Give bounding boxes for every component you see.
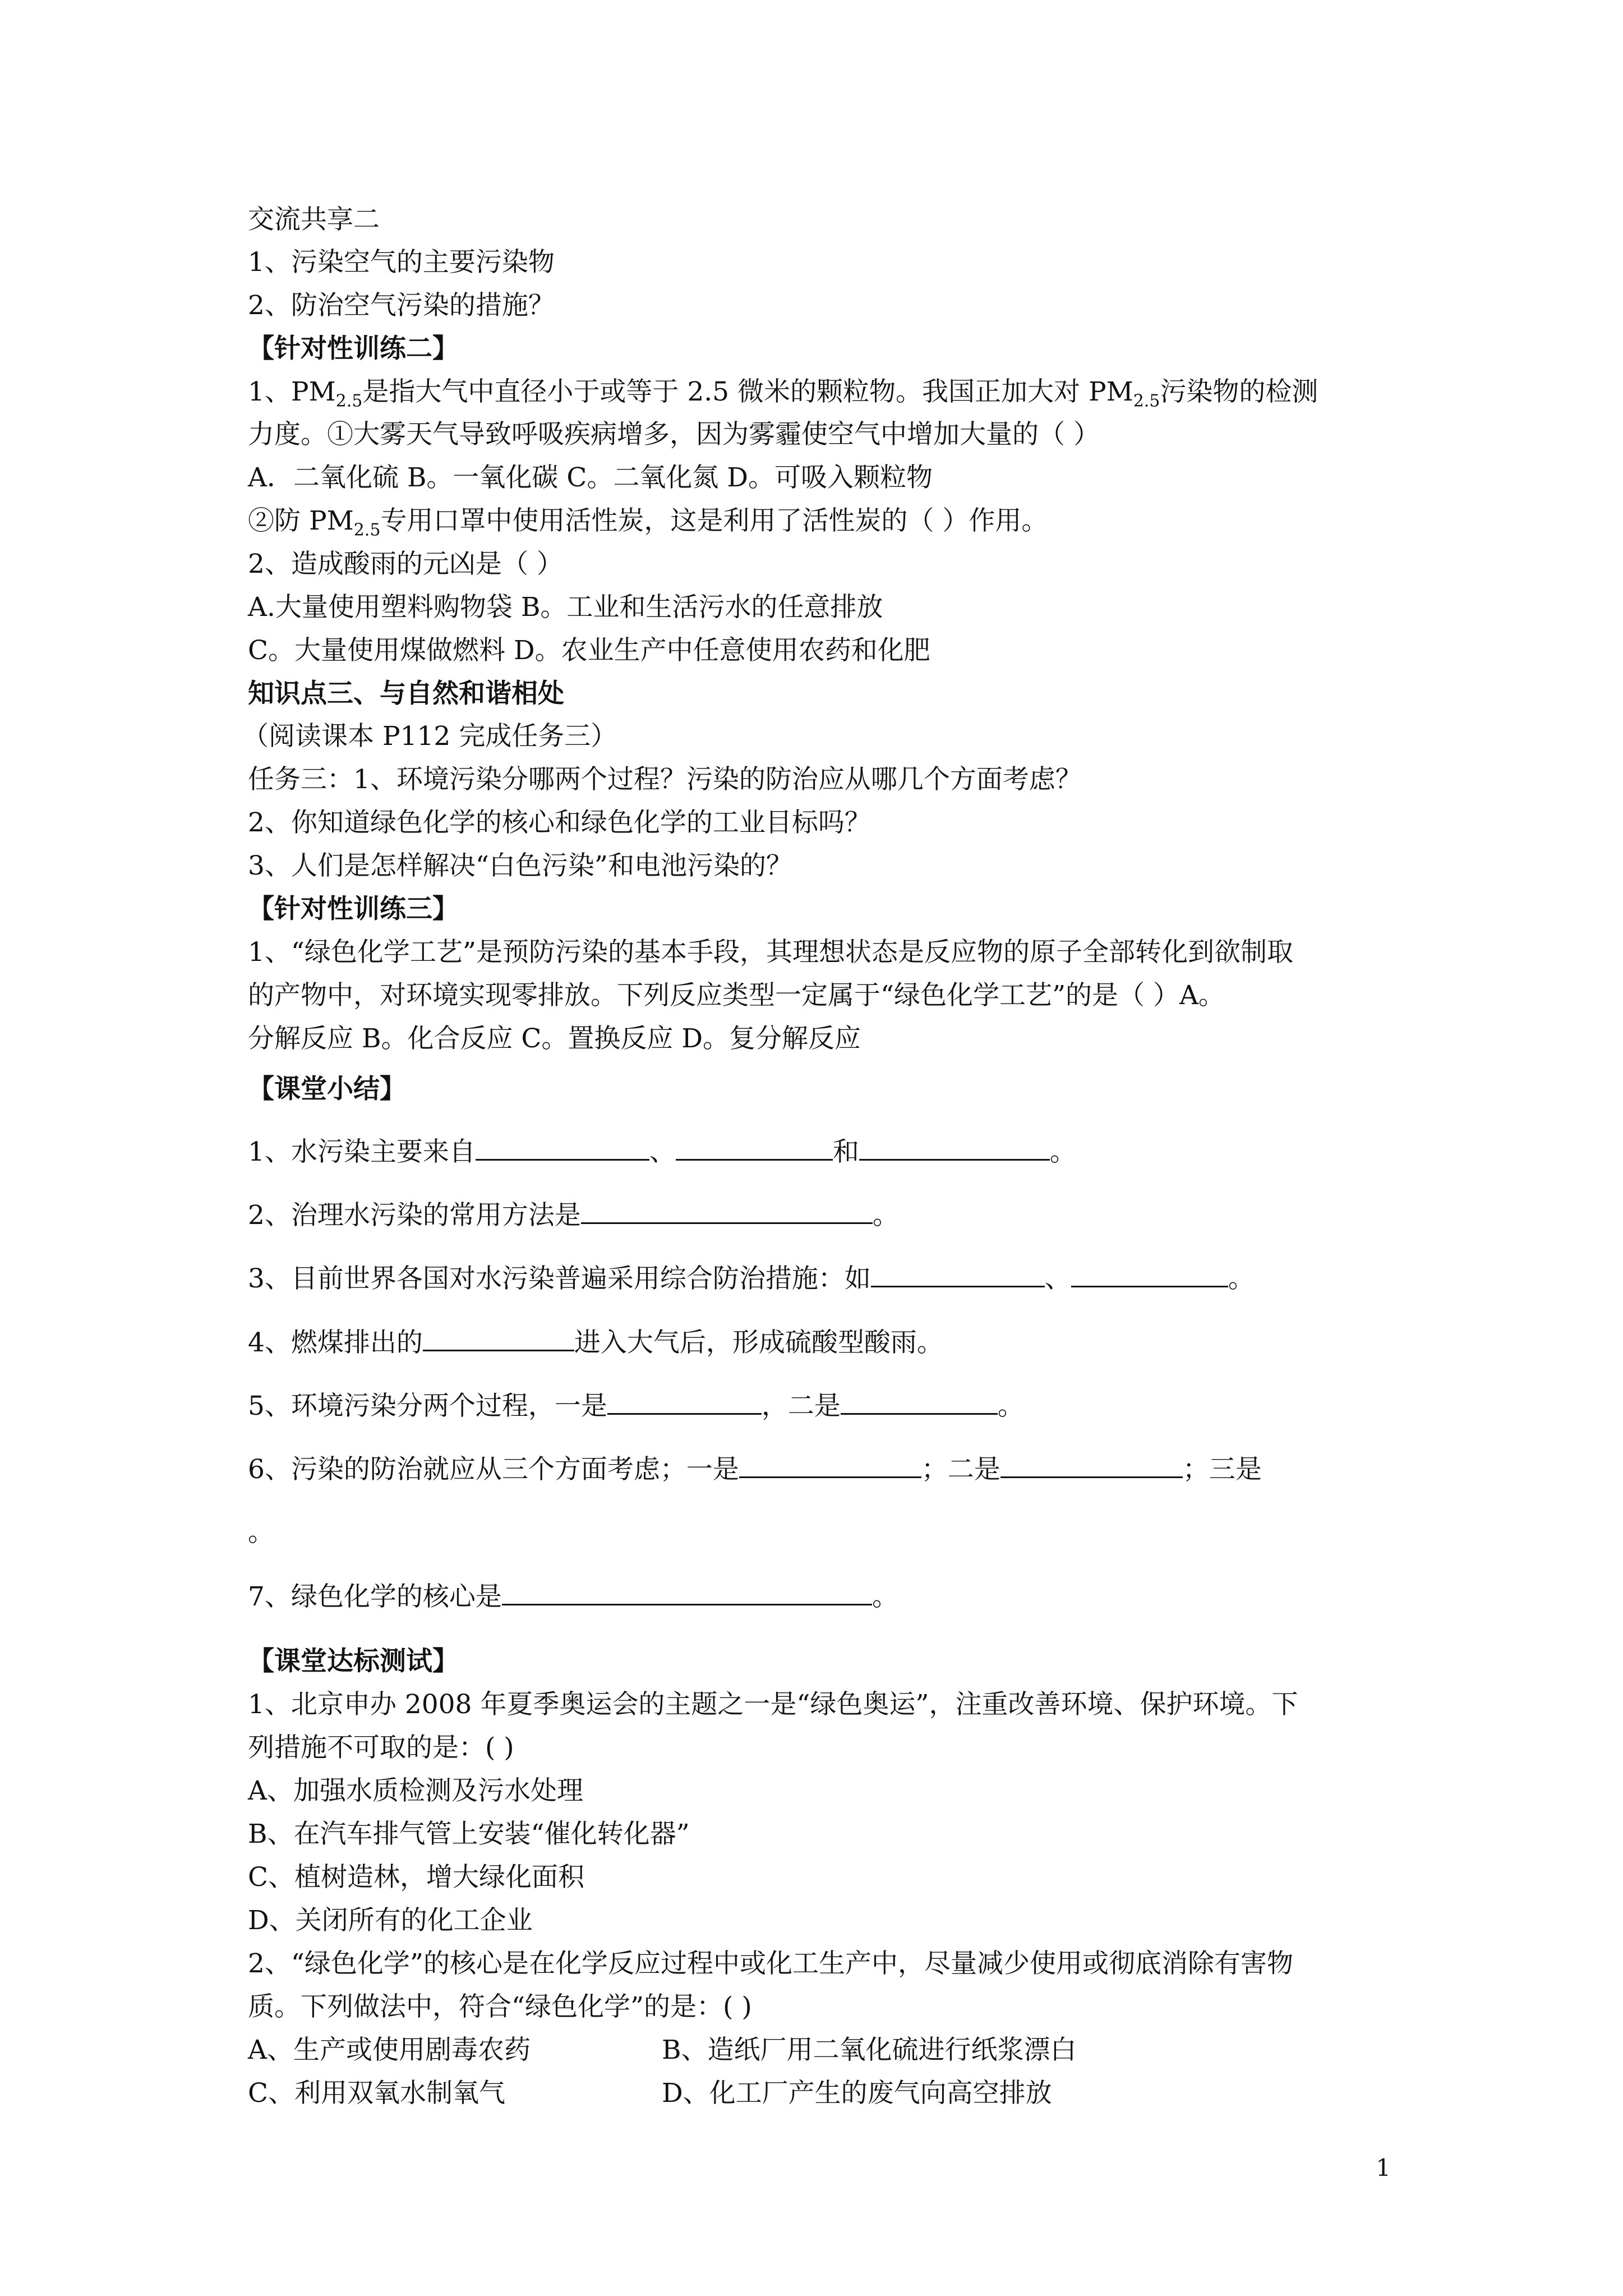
section-heading: 知识点三、与自然和谐相处	[248, 678, 564, 709]
question-line: 2、防治空气污染的措施？	[248, 290, 555, 321]
fill-blank[interactable]	[676, 1134, 833, 1161]
option-line: A、生产或使用剧毒农药	[248, 2035, 531, 2065]
fill-blank[interactable]	[841, 1388, 998, 1415]
question-line: 1、北京申办 2008 年夏季奥运会的主题之一是“绿色奥运”，注重改善环境、保护环境。下	[248, 1689, 1298, 1720]
question-line: 2、“绿色化学”的核心是在化学反应过程中或化工生产中，尽量减少使用或彻底消除有害物	[248, 1948, 1293, 1979]
summary-line: 5、环境污染分两个过程，一是 ，二是 。	[248, 1388, 1024, 1423]
page-number: 1	[1376, 2154, 1391, 2182]
summary-line: 4、燃煤排出的 进入大气后，形成硫酸型酸雨。	[248, 1325, 943, 1360]
fill-blank[interactable]	[476, 1134, 649, 1161]
fill-blank[interactable]	[739, 1452, 921, 1478]
task-line: 任务三：1、环境污染分哪两个过程？污染的防治应从哪几个方面考虑？	[248, 764, 1082, 795]
fill-blank[interactable]	[859, 1134, 1050, 1161]
option-line: A、加强水质检测及污水处理	[248, 1775, 583, 1806]
question-line: 质。下列做法中，符合“绿色化学”的是：( )	[248, 1991, 752, 2022]
section-title: 交流共享二	[248, 204, 380, 235]
question-line: 的产物中，对环境实现零排放。下列反应类型一定属于“绿色化学工艺”的是（ ）A。	[248, 980, 1225, 1011]
options-line: 分解反应 B。化合反应 C。置换反应 D。复分解反应	[248, 1023, 861, 1054]
options-line: A．二氧化硫 B。一氧化碳 C。二氧化氮 D。可吸入颗粒物	[248, 462, 933, 493]
summary-line: 。	[248, 1517, 274, 1548]
fill-blank[interactable]	[423, 1325, 574, 1351]
summary-line: 1、水污染主要来自 、 和 。	[248, 1134, 1076, 1169]
summary-line: 7、绿色化学的核心是 。	[248, 1579, 898, 1614]
fill-blank[interactable]	[607, 1388, 762, 1415]
fill-blank[interactable]	[1071, 1261, 1228, 1287]
fill-blank[interactable]	[871, 1261, 1045, 1287]
question-line: ②防 $PM_{2.5}$专用口罩中使用活性炭，这是利用了活性炭的（ ）作用。	[248, 505, 1048, 540]
option-line: D、关闭所有的化工企业	[248, 1905, 533, 1936]
section-heading: 【课堂小结】	[248, 1074, 406, 1105]
option-line: D、化工厂产生的废气向高空排放	[662, 2078, 1052, 2109]
option-line: C、利用双氧水制氧气	[248, 2078, 505, 2109]
question-line: 1、$PM_{2.5}$是指大气中直径小于或等于 2.5 微米的颗粒物。我国正加大对 $PM_{2.5}$污染物的检测	[248, 376, 1318, 411]
fill-blank[interactable]	[581, 1198, 873, 1224]
options-line: C。大量使用煤做燃料 D。农业生产中任意使用农药和化肥	[248, 635, 930, 666]
question-line: 列措施不可取的是：( )	[248, 1732, 514, 1763]
task-line: 3、人们是怎样解决“白色污染”和电池污染的？	[248, 850, 792, 881]
question-line: 1、“绿色化学工艺”是预防污染的基本手段，其理想状态是反应物的原子全部转化到欲制取	[248, 937, 1293, 968]
option-line: B、在汽车排气管上安装“催化转化器”	[248, 1819, 690, 1849]
section-heading: 【针对性训练三】	[248, 894, 459, 924]
fill-blank[interactable]	[502, 1579, 872, 1605]
section-heading: 【针对性训练二】	[248, 333, 459, 364]
fill-blank[interactable]	[1000, 1452, 1183, 1478]
summary-line: 6、污染的防治就应从三个方面考虑；一是 ；二是 ；三是	[248, 1452, 1262, 1487]
task-line: 2、你知道绿色化学的核心和绿色化学的工业目标吗？	[248, 807, 871, 838]
summary-line: 2、治理水污染的常用方法是 。	[248, 1198, 899, 1232]
note-line: （阅读课本 P112 完成任务三）	[242, 721, 617, 752]
option-line: C、植树造林，增大绿化面积	[248, 1862, 584, 1893]
options-line: A.大量使用塑料购物袋 B。工业和生活污水的任意排放	[248, 592, 883, 623]
question-line: 力度。①大雾天气导致呼吸疾病增多，因为雾霾使空气中增加大量的（ ）	[248, 419, 1100, 450]
option-line: B、造纸厂用二氧化硫进行纸浆漂白	[662, 2035, 1077, 2065]
section-heading: 【课堂达标测试】	[248, 1646, 459, 1677]
question-line: 2、造成酸雨的元凶是（ ）	[248, 549, 563, 579]
question-line: 1、污染空气的主要污染物	[248, 247, 555, 278]
summary-line: 3、目前世界各国对水污染普遍采用综合防治措施：如 、 。	[248, 1261, 1255, 1296]
